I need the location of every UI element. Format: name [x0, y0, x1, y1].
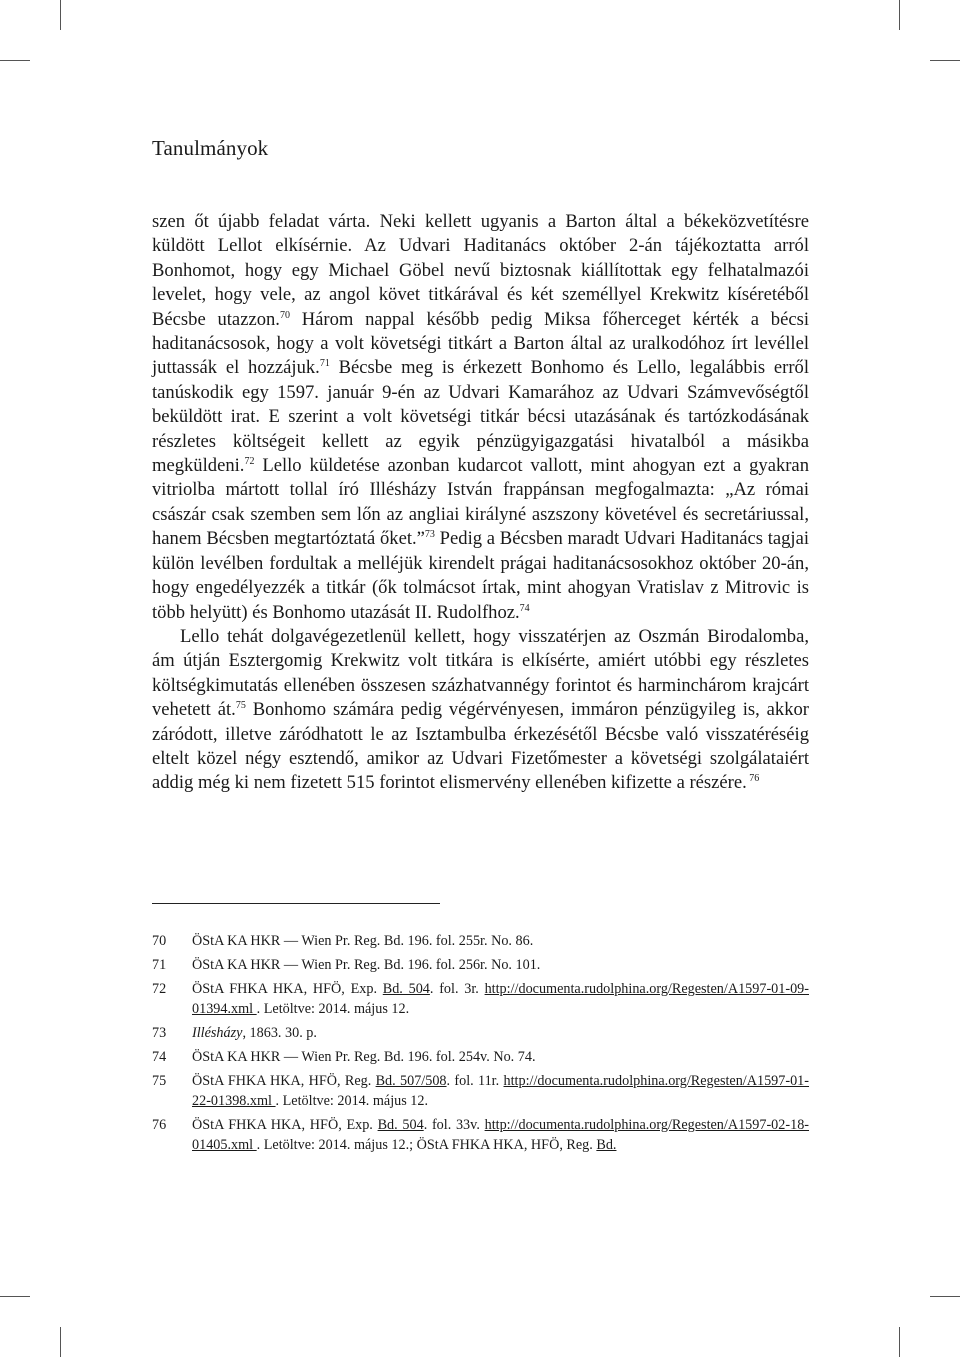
crop-mark-top-left-vertical	[60, 0, 61, 30]
footnote	[152, 931, 809, 951]
footnote-reference[interactable]: 75	[235, 700, 246, 712]
paragraph-1	[152, 210, 809, 625]
crop-mark-top-right-vertical	[899, 0, 900, 30]
text-run: ÖStA KA HKR — Wien Pr. Reg. Bd. 196. fol. 254v. No. 74.	[192, 1049, 536, 1065]
text-run: . Letöltve: 2014. május 12.	[275, 1093, 429, 1109]
link[interactable]: Bd. 504	[382, 981, 430, 997]
crop-mark-top-right-horizontal	[930, 60, 960, 61]
footnote-text	[192, 1023, 809, 1043]
footnote-number: 76	[152, 1117, 167, 1133]
text-run: Bécsbe meg is érkezett Bonhomo és Lello, legalábbis erről tanúskodik egy 1597. január 9-én az Udvari Kamarához az Udvari Számvevőségtől beküldött irat. E szerint a volt követségi titkár bécsi utazásának és tartózkodásának részletes költségeit kellett az egyik pénzügyigazgatási hivatalból a másikba megküldeni.	[152, 357, 809, 477]
footnote-number: 72	[152, 981, 167, 997]
body-text	[152, 210, 809, 796]
link[interactable]: http://documenta.rudolphina.org/Regesten/A1597-01-22-01398.xml	[192, 1073, 810, 1109]
text-run: . Letöltve: 2014. május 12.; ÖStA FHKA HKA, HFÖ, Reg.	[256, 1137, 597, 1153]
footnote-text	[192, 979, 809, 1019]
crop-mark-bottom-right-vertical	[899, 1327, 900, 1357]
text-run: ÖStA FHKA HKA, HFÖ, Exp.	[192, 981, 383, 997]
footnote	[152, 979, 809, 1019]
text-run: . fol. 11r.	[446, 1073, 504, 1089]
footnote	[152, 1047, 809, 1067]
footnote	[152, 1023, 809, 1043]
link[interactable]: http://documenta.rudolphina.org/Regesten/A1597-01-09-01394.xml	[192, 981, 809, 1017]
footnote-number: 73	[152, 1025, 167, 1041]
footnote-text	[192, 1047, 809, 1067]
text-run: ÖStA FHKA HKA, HFÖ, Exp.	[192, 1117, 378, 1133]
footnote-separator	[152, 903, 440, 904]
text-run: ÖStA KA HKR — Wien Pr. Reg. Bd. 196. fol. 256r. No. 101.	[192, 957, 541, 973]
text-run: ÖStA FHKA HKA, HFÖ, Reg.	[192, 1073, 376, 1089]
footnote-number: 75	[152, 1073, 167, 1089]
text-run: ÖStA KA HKR — Wien Pr. Reg. Bd. 196. fol. 255r. No. 86.	[192, 933, 534, 949]
text-run: szen őt újabb feladat várta. Neki kellett ugyanis a Barton által a békeközvetítésre küldött Lellot elkísérnie. Az Udvari Haditanács október 2-án tájékoztatta arról Bonhomot, hogy egy Michael Göbel nevű biztosnak kiállítottak egy felhatalmazói levelet, hogy vele, az angol követ titkárával és két személlyel Krekwitz kíséretéből Bécsbe utazzon.	[152, 211, 809, 330]
text-run: Lello tehát dolgavégezetlenül kellett, hogy visszatérjen az Oszmán Birodalomba, ám útján Esztergomig Krekwitz volt titkára is elkísérte, amiért utóbbi egy részletes költségkimutatás ellenében összesen százhatvannégy forintot és harminchárom krajcárt vehetett át.	[152, 625, 809, 721]
footnote-reference[interactable]: 71	[319, 358, 330, 370]
text-run: . fol. 33v.	[423, 1117, 485, 1133]
text-run: Bonhomo számára pedig végérvényesen, immáron pénzügyileg is, akkor záródott, illetve záródhatott le az Isztambulba érkezésétől Bécsbe való visszatéréséig eltelt közel négy esztendő, amikor az Udvari Fizetőmester a követségi szolgálataiért addig még ki nem fizetett 515 forintot elismervény ellenében kifizette a részére.	[152, 699, 809, 794]
text-run: Lello küldetése azonban kudarcot vallott, mint ahogyan ezt a gyakran vitriolba mártott tollal író Illésházy István frappánsan megfogalmazta: „Az római császár csak szemben sem lőn az angliai királyné aszszony követével és secretáriussal, hanem Bécsben megtartóztatá őket.”	[152, 455, 809, 550]
link[interactable]: http://documenta.rudolphina.org/Regesten/A1597-02-18-01405.xml	[192, 1117, 810, 1153]
footnote-reference[interactable]: 73	[424, 529, 435, 541]
text-run: Pedig a Bécsben maradt Udvari Haditanács tagjai külön levélben fordultak a melléjük kirendelt prágai haditanácsosokhoz október 20-án, hogy engedélyezzék a titkár (ők tolmácsot írtak, mint ahogyan Vratislav z Mitrovic is több helyütt) és Bonhomo utazását II. Rudolfhoz.	[152, 528, 809, 623]
italic-text: Illésházy	[192, 1025, 243, 1041]
footnote-reference[interactable]: 70	[279, 309, 290, 321]
crop-mark-top-left-horizontal	[0, 60, 30, 61]
text-run: . Letöltve: 2014. május 12.	[256, 1001, 410, 1017]
footnote-text	[192, 1071, 809, 1111]
link[interactable]: Bd. 507/508	[375, 1073, 447, 1089]
footnotes	[152, 931, 809, 1159]
text-run: , 1863. 30. p.	[242, 1025, 317, 1041]
footnote-number: 70	[152, 933, 167, 949]
footnote-text	[192, 1115, 809, 1155]
footnote-reference[interactable]: 72	[244, 456, 255, 468]
running-head: Tanulmányok	[152, 136, 269, 160]
footnote-reference[interactable]: 76	[746, 773, 760, 785]
footnote-reference[interactable]: 74	[519, 602, 530, 614]
link[interactable]: Bd. 504	[377, 1117, 424, 1133]
crop-mark-bottom-right-horizontal	[930, 1296, 960, 1297]
footnote-text	[192, 931, 809, 951]
link[interactable]: Bd.	[596, 1137, 617, 1153]
paragraph-2	[152, 625, 809, 796]
footnote	[152, 1115, 809, 1155]
footnote	[152, 955, 809, 975]
text-run: . fol. 3r.	[429, 981, 485, 997]
footnote-number: 71	[152, 957, 167, 973]
footnote-text	[192, 955, 809, 975]
footnote-number: 74	[152, 1049, 167, 1065]
footnote	[152, 1071, 809, 1111]
crop-mark-bottom-left-horizontal	[0, 1296, 30, 1297]
text-run: Három nappal később pedig Miksa főherceget kérték a bécsi haditanácsosok, hogy a volt követségi titkárt a Barton által az uralkodóhoz írt levéllel juttassák el hozzájuk.	[152, 308, 809, 379]
crop-mark-bottom-left-vertical	[60, 1327, 61, 1357]
